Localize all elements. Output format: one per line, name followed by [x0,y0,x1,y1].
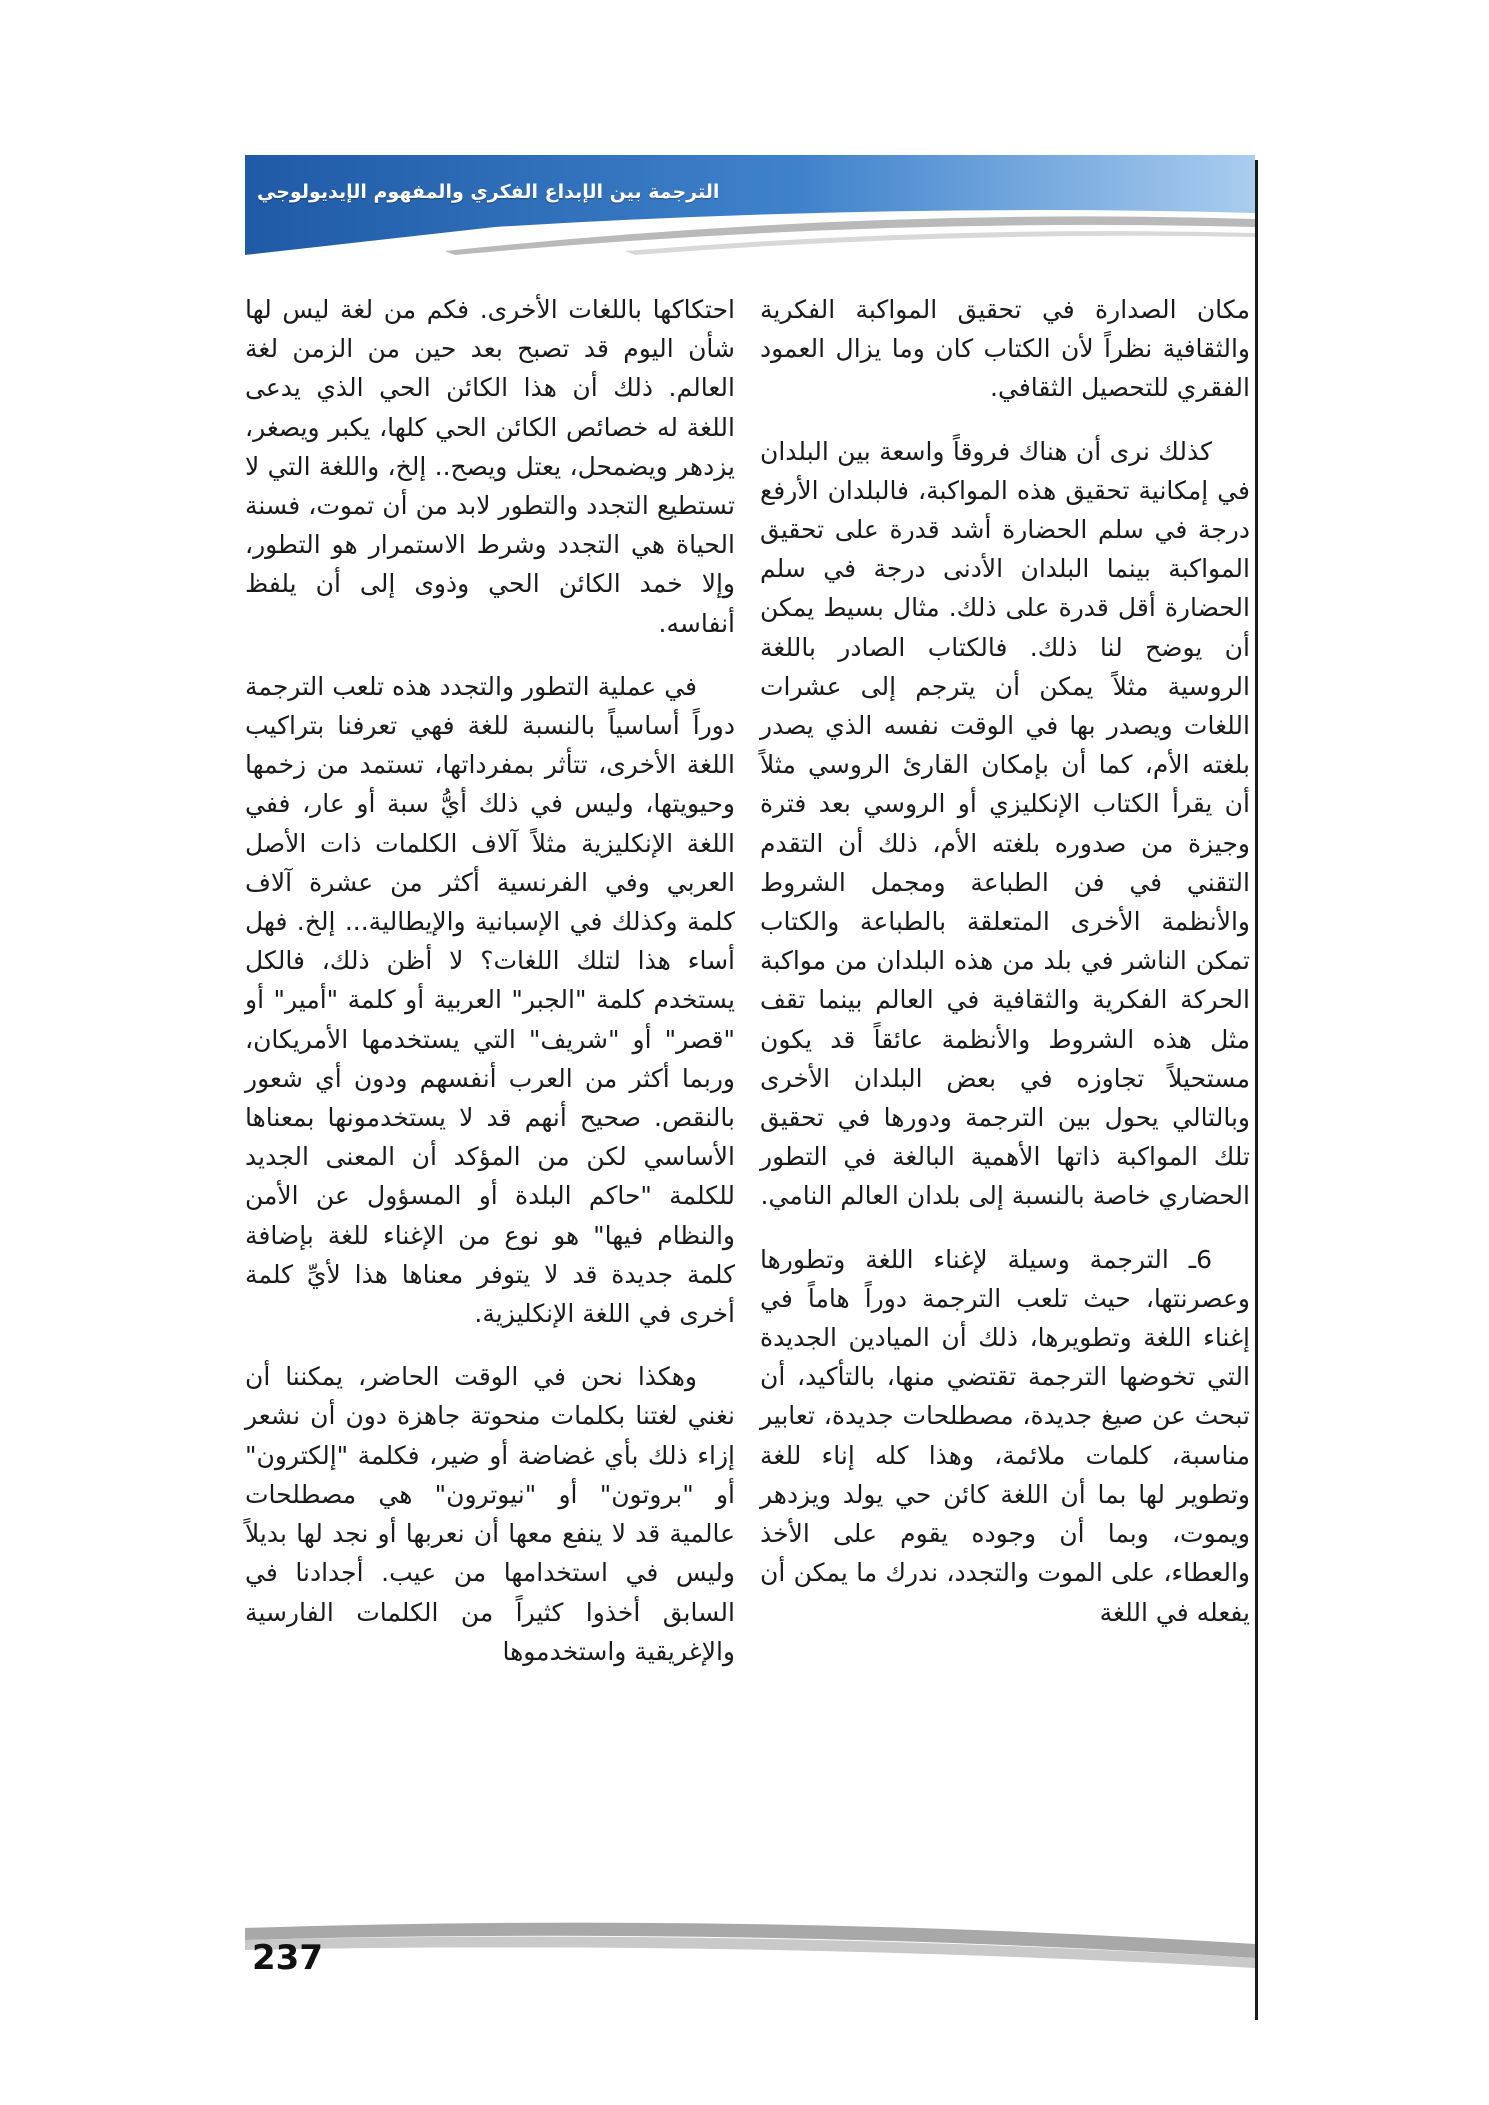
running-header-title: الترجمة بين الإبداع الفكري والمفهوم الإيديولوجي [257,181,720,203]
page-number: 237 [252,1938,323,1978]
paragraph: في عملية التطور والتجدد هذه تلعب الترجمة دوراً أساسياً بالنسبة للغة فهي تعرفنا بتراكيب اللغة الأخرى، تتأثر بمفرداتها، تستمد من زخمها وحيويتها، وليس في ذلك أيُّ سبة أو عار، ففي اللغة الإنكليزية مثلاً آلاف الكلمات ذات الأصل العربي وفي الفرنسية أكثر من عشرة آلاف كلمة وكذلك في الإسبانية والإيطالية... إلخ. فهل أساء هذا لتلك اللغات؟ لا أظن ذلك، فالكل يستخدم كلمة "الجبر" العربية أو كلمة "أمير" أو "قصر" أو "شريف" التي يستخدمها الأمريكان، وربما أكثر من العرب أنفسهم ودون أي شعور بالنقص. صحيح أنهم قد لا يستخدمونها بمعناها الأساسي لكن من المؤكد أن المعنى الجديد للكلمة "حاكم البلدة أو المسؤول عن الأمن والنظام فيها" هو نوع من الإغناء للغة بإضافة كلمة جديدة قد لا يتوفر معناها هذا لأيِّ كلمة أخرى في اللغة الإنكليزية. [245,671,735,1329]
paragraph: احتكاكها باللغات الأخرى. فكم من لغة ليس لها شأن اليوم قد تصبح بعد حين من الزمن لغة العالم. ذلك أن هذا الكائن الحي الذي يدعى اللغة له خصائص الكائن الحي كلها، يكبر ويصغر، يزدهر ويضمحل، يعتل ويصح.. إلخ، واللغة التي لا تستطيع التجدد والتطور لابد من أن تموت، فسنة الحياة هي التجدد وشرط الاستمرار هو التطور، وإلا خمد الكائن الحي وذوى إلى أن يلفظ أنفاسه. [245,295,735,638]
footer-swoosh-graphic [245,1918,1255,2018]
paragraph: كذلك نرى أن هناك فروقاً واسعة بين البلدان في إمكانية تحقيق هذه المواكبة، فالبلدان الأرفع درجة في سلم الحضارة أشد قدرة على تحقيق المواكبة بينما البلدان الأدنى درجة في سلم الحضارة أقل قدرة على ذلك. مثال بسيط يمكن أن يوضح لنا ذلك. فالكتاب الصادر باللغة الروسية مثلاً يمكن أن يترجم إلى عشرات اللغات ويصدر بها في الوقت نفسه الذي يصدر بلغته الأم، كما أن بإمكان القارئ الروسي مثلاً أن يقرأ الكتاب الإنكليزي أو الروسي بعد فترة وجيزة من صدوره بلغته الأم، ذلك أن التقدم التقني في فن الطباعة ومجمل الشروط والأنظمة الأخرى المتعلقة بالطباعة والكتاب تمكن الناشر في بلد من هذه البلدان من مواكبة الحركة الفكرية والثقافية في العالم بينما تقف مثل هذه الشروط والأنظمة عائقاً قد يكون مستحيلاً تجاوزه في بعض البلدان الأخرى وبالتالي يحول بين الترجمة ودورها في تحقيق تلك المواكبة ذاتها الأهمية البالغة في التطور الحضاري خاصة بالنسبة إلى بلدان العالم النامي. [760,436,1250,1211]
left-column [245,290,735,1880]
paragraph: وهكذا نحن في الوقت الحاضر، يمكننا أن نغني لغتنا بكلمات منحوتة جاهزة دون أن نشعر إزاء ذلك بأي غضاضة أو ضير، فكلمة "إلكترون" أو "بروتون" أو "نيوترون" هي مصطلحات عالمية قد لا ينفع معها أن نعربها أو نجد لها بديلاً وليس في استخدامها من عيب. أجدادنا في السابق أخذوا كثيراً من الكلمات الفارسية والإغريقية واستخدموها [245,1362,735,1666]
paragraph: 6ـ الترجمة وسيلة لإغناء اللغة وتطورها وعصرنتها، حيث تلعب الترجمة دوراً هاماً في إغناء اللغة وتطويرها، ذلك أن الميادين الجديدة التي تخوضها الترجمة تقتضي منها، بالتأكيد، أن تبحث عن صيغ جديدة، مصطلحات جديدة، تعابير مناسبة، كلمات ملائمة، وهذا كله إناء للغة وتطوير لها بما أن اللغة كائن حي يولد ويزدهر ويموت، وبما أن وجوده يقوم على الأخذ والعطاء، على الموت والتجدد، ندرك ما يمكن أن يفعله في اللغة [760,1244,1250,1627]
header-swoosh-graphic [245,155,1255,255]
paragraph: مكان الصدارة في تحقيق المواكبة الفكرية والثقافية نظراً لأن الكتاب كان وما يزال العمود الفقري للتحصيل الثقافي. [760,295,1250,403]
right-column [760,290,1250,1880]
footer-band [245,1918,1255,2018]
header-band [245,155,1255,255]
